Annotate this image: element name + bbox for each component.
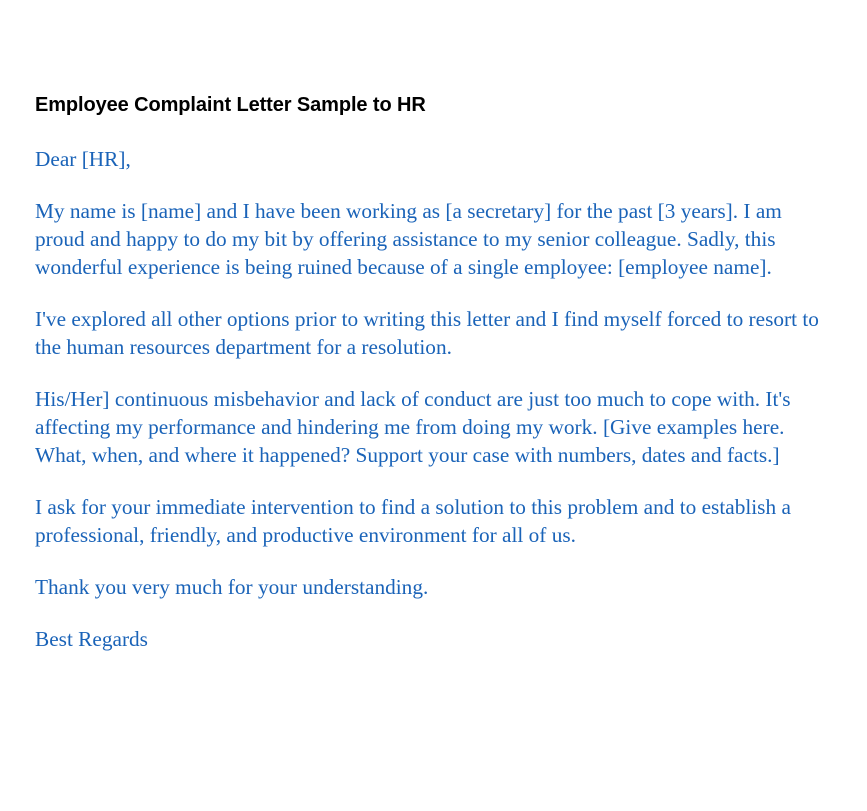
letter-closing: Best Regards (35, 627, 148, 651)
letter-salutation: Dear [HR], (35, 147, 131, 171)
letter-paragraph-request: I ask for your immediate intervention to find a solution to this problem and to establish a professional, friendly, and productive environment for all of us. (35, 495, 791, 547)
letter-paragraph-thanks: Thank you very much for your understanding. (35, 575, 429, 599)
letter-paragraph-options: I've explored all other options prior to writing this letter and I find myself forced to resort to the human resources department for a resolution. (35, 307, 819, 359)
letter-paragraph-intro: My name is [name] and I have been working as [a secretary] for the past [3 years]. I am proud and happy to do my bit by offering assistance to my senior colleague. Sadly, this wonderful experience is being ruined because of a single employee: [employee name]. (35, 199, 782, 279)
letter-title: Employee Complaint Letter Sample to HR (35, 94, 426, 116)
letter-document (35, 91, 835, 677)
letter-paragraph-complaint: His/Her] continuous misbehavior and lack of conduct are just too much to cope with. It's affecting my performance and hindering me from doing my work. [Give examples here. What, when, and where it happened? Support your case with numbers, dates and facts.] (35, 387, 791, 467)
